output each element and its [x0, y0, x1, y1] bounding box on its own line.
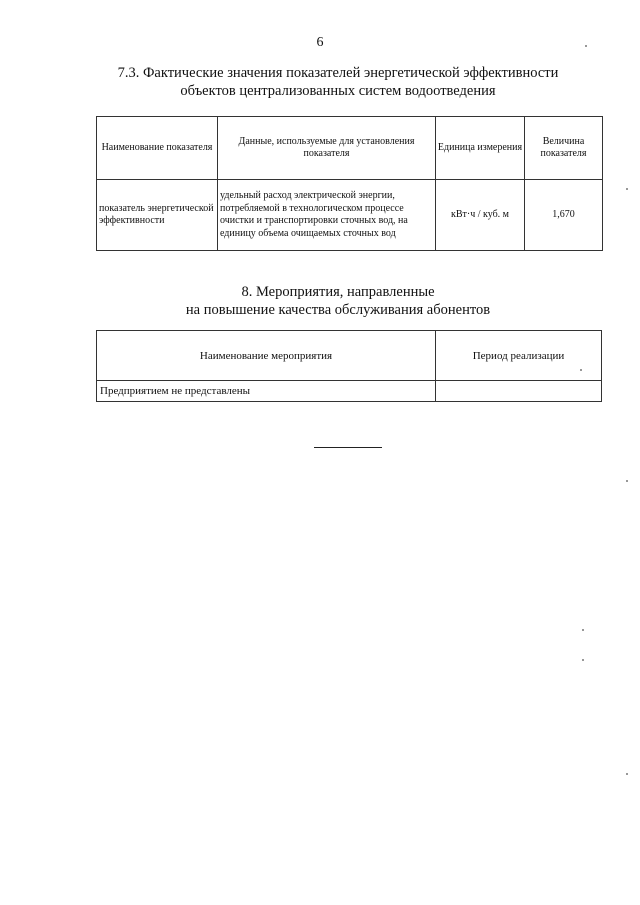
- table-header-row: [97, 117, 603, 180]
- cell-period: [436, 381, 602, 402]
- section-8-title-line1: 8. Мероприятия, направленные: [241, 284, 435, 300]
- end-rule: [314, 447, 382, 448]
- energy-efficiency-table: [96, 116, 603, 251]
- cell-unit: кВт·ч / куб. м: [436, 180, 525, 251]
- table-row: [97, 381, 602, 402]
- scan-speck: [626, 773, 628, 775]
- scan-speck: [582, 659, 584, 661]
- scan-speck: [626, 188, 628, 190]
- cell-source-data: удельный расход электрической энергии, потребляемой в технологическом процессе очистки и транспортировки сточных вод, на единицу объема очищаемых сточных вод: [218, 180, 436, 251]
- header-unit: Единица измерения: [436, 117, 525, 180]
- page-number: 6: [316, 35, 324, 50]
- section-7-3-title-line2: объектов централизованных систем водоотведения: [180, 83, 496, 99]
- scan-speck: [582, 629, 584, 631]
- header-indicator-name: Наименование показателя: [97, 117, 218, 180]
- table-header-row: [97, 331, 602, 381]
- scan-speck: [580, 369, 582, 371]
- cell-measure-name: Предприятием не представлены: [97, 381, 436, 402]
- section-7-3-title-line1: 7.3. Фактические значения показателей энергетической эффективности: [117, 65, 559, 81]
- section-8-title: [0, 283, 640, 319]
- measures-table: [96, 330, 602, 402]
- section-7-3-title: [0, 64, 640, 100]
- header-source-data: Данные, используемые для установления показателя: [218, 117, 436, 180]
- header-measure-name: Наименование мероприятия: [97, 331, 436, 381]
- cell-indicator-name: показатель энергетической эффективности: [97, 180, 218, 251]
- scan-speck: [626, 480, 628, 482]
- table-row: [97, 180, 603, 251]
- header-period: Период реализации: [436, 331, 602, 381]
- cell-value: 1,670: [525, 180, 603, 251]
- section-8-title-line2: на повышение качества обслуживания абонентов: [185, 302, 491, 318]
- scan-speck: [585, 45, 587, 47]
- header-value: Величина показателя: [525, 117, 603, 180]
